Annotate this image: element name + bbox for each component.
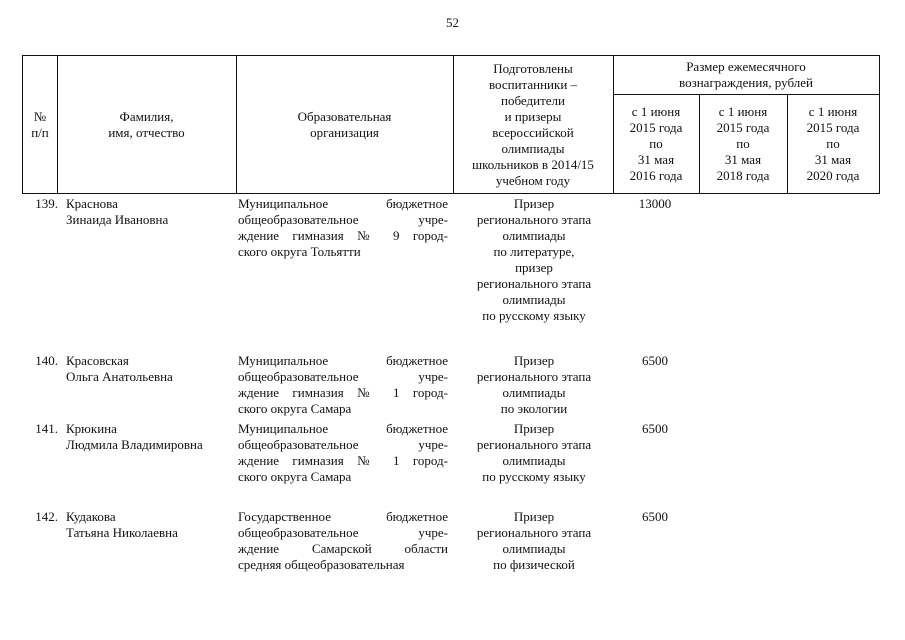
row-amount: 6500 xyxy=(642,353,668,368)
header-org: Образовательная организация xyxy=(297,108,392,140)
org-line: Муниципальное бюджетное xyxy=(238,353,448,368)
row-achievement: Призер регионального этапа олимпиады по экологии xyxy=(476,353,592,416)
row-number: 141. xyxy=(35,421,58,436)
row-organization xyxy=(238,196,448,260)
row-fullname: Краснова Зинаида Ивановна xyxy=(66,196,169,227)
row-amount: 6500 xyxy=(642,421,668,436)
header-name: Фамилия, имя, отчество xyxy=(108,108,185,140)
header-num: № п/п xyxy=(31,108,49,140)
row-number: 142. xyxy=(35,509,58,524)
row-achievement: Призер регионального этапа олимпиады по литературе, призер регионального этапа олимпиады по русскому языку xyxy=(476,196,592,323)
org-line: ского округа Тольятти xyxy=(238,244,361,259)
table-header xyxy=(22,55,880,194)
org-line: ждение гимназия № 1 город- xyxy=(238,453,448,468)
row-organization xyxy=(238,509,448,573)
org-line: Муниципальное бюджетное xyxy=(238,421,448,436)
org-line: Государственное бюджетное xyxy=(238,509,448,524)
row-achievement: Призер регионального этапа олимпиады по русскому языку xyxy=(476,421,592,484)
header-prepared: Подготовлены воспитанники – победители и призеры всероссийской олимпиады школьников в 2014/15 учебном году xyxy=(472,60,594,188)
org-line: общеобразовательное учре- xyxy=(238,525,448,540)
org-line: ждение гимназия № 1 город- xyxy=(238,385,448,400)
page-number: 52 xyxy=(446,15,459,30)
row-achievement: Призер регионального этапа олимпиады по физической xyxy=(476,509,592,572)
header-period-3: с 1 июня 2015 года по 31 мая 2020 года xyxy=(806,103,860,183)
org-line: ского округа Самара xyxy=(238,401,352,416)
header-period-2: с 1 июня 2015 года по 31 мая 2018 года xyxy=(716,103,770,183)
org-line: Муниципальное бюджетное xyxy=(238,196,448,211)
row-number: 139. xyxy=(35,196,58,211)
row-amount: 6500 xyxy=(642,509,668,524)
row-fullname: Красовская Ольга Анатольевна xyxy=(66,353,173,384)
row-fullname: Кудакова Татьяна Николаевна xyxy=(66,509,178,540)
org-line: ждение гимназия № 9 город- xyxy=(238,228,448,243)
row-fullname: Крюкина Людмила Владимировна xyxy=(66,421,203,452)
org-line: средняя общеобразовательная xyxy=(238,557,405,572)
row-organization xyxy=(238,421,448,485)
org-line: ского округа Самара xyxy=(238,469,352,484)
row-number: 140. xyxy=(35,353,58,368)
org-line: ждение Самарской области xyxy=(238,541,448,556)
org-line: общеобразовательное учре- xyxy=(238,212,448,227)
header-reward: Размер ежемесячного вознаграждения, рублей xyxy=(679,59,813,90)
row-amount: 13000 xyxy=(638,196,672,211)
header-period-1: с 1 июня 2015 года по 31 мая 2016 года xyxy=(629,103,683,183)
row-organization xyxy=(238,353,448,417)
org-line: общеобразовательное учре- xyxy=(238,437,448,452)
org-line: общеобразовательное учре- xyxy=(238,369,448,384)
